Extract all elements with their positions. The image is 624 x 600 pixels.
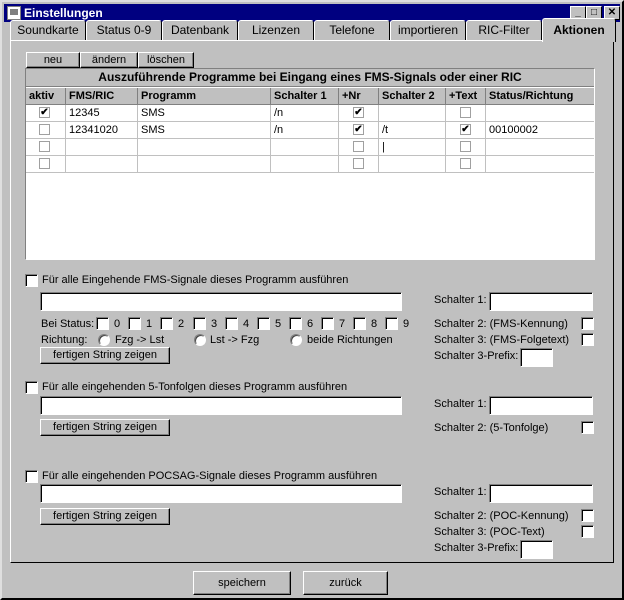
tonfolge-schalter2-label: Schalter 2: (5-Tonfolge) [434,422,549,434]
aktiv-checkbox[interactable] [39,158,50,169]
status-5-checkbox[interactable] [257,317,270,330]
status-2-label: 2 [178,318,185,330]
status-2-checkbox[interactable] [160,317,173,330]
status-1-checkbox[interactable] [128,317,141,330]
tonfolge-schalter1-label: Schalter 1: [434,398,487,410]
pocsag-schalter1-input[interactable] [489,484,593,503]
tonfolge-show-string-button[interactable]: fertigen String zeigen [40,419,170,436]
column-header-schalter2[interactable]: Schalter 2 [379,88,446,105]
grid-title: Auszuführende Programme bei Eingang eines FMS-Signals oder einer RIC [26,69,594,87]
fms-schalter2-checkbox[interactable] [581,317,594,330]
fms-schalter3-checkbox[interactable] [581,333,594,346]
pocsag-schalter1-label: Schalter 1: [434,486,487,498]
schalter2-cell[interactable]: /t [379,122,446,139]
text-cell [446,122,486,139]
fms-schalter3-prefix-input[interactable] [520,348,553,367]
text-checkbox[interactable] [460,141,471,152]
tonfolge-schalter1-input[interactable] [489,396,593,415]
status-6-checkbox[interactable] [289,317,302,330]
fms-ric-cell[interactable] [66,139,138,156]
radio-fzg-lst-label: Fzg -> Lst [115,334,165,346]
aktiv-checkbox[interactable]: ✔ [40,107,49,118]
status-3-checkbox[interactable] [193,317,206,330]
pocsag-all-label: Für alle eingehenden POCSAG-Signale dieses Programm ausführen [42,470,378,482]
schalter1-cell[interactable] [271,156,339,173]
fms-show-string-button[interactable]: fertigen String zeigen [40,347,170,364]
status-cell[interactable] [486,156,595,173]
pocsag-all-checkbox[interactable] [25,470,38,483]
fms-schalter3-prefix-label: Schalter 3-Prefix: [434,350,519,362]
pocsag-schalter2-checkbox[interactable] [581,509,594,522]
nr-checkbox[interactable]: ✔ [354,124,363,135]
tab-aktionen[interactable]: Aktionen [542,18,616,42]
radio-beide[interactable] [290,334,302,346]
nr-cell [339,156,379,173]
tab-lizenzen[interactable]: Lizenzen [238,20,314,40]
text-cell [446,139,486,156]
column-header-status-richtung[interactable]: Status/Richtung [486,88,595,105]
column-header-fms-ric[interactable]: FMS/RIC [66,88,138,105]
status-0-checkbox[interactable] [96,317,109,330]
status-3-label: 3 [211,318,218,330]
new-button[interactable]: neu [26,52,80,68]
tonfolge-all-label: Für alle eingehenden 5-Tonfolgen dieses Programm ausführen [42,381,348,393]
radio-lst-fzg-label: Lst -> Fzg [210,334,260,346]
fms-schalter2-label: Schalter 2: (FMS-Kennung) [434,318,568,330]
tab-importieren[interactable]: importieren [390,20,466,40]
programm-cell[interactable]: SMS [138,105,271,122]
tab-ric-filter[interactable]: RIC-Filter [466,20,542,40]
bei-status-label: Bei Status: [41,318,95,330]
text-cell [446,105,486,122]
pocsag-schalter3-checkbox[interactable] [581,525,594,538]
nr-checkbox[interactable]: ✔ [354,107,363,118]
fms-ric-cell[interactable]: 12341020 [66,122,138,139]
tab-status[interactable]: Status 0-9 [86,20,162,40]
tonfolge-schalter2-checkbox[interactable] [581,421,594,434]
status-6-label: 6 [307,318,314,330]
schalter2-cell[interactable]: | [379,139,446,156]
column-header-aktiv[interactable]: aktiv [26,88,66,105]
tab-datenbank[interactable]: Datenbank [162,20,238,40]
programm-cell[interactable]: SMS [138,122,271,139]
save-button[interactable]: speichern [193,571,291,595]
minimize-button[interactable]: _ [570,6,586,20]
pocsag-schalter2-label: Schalter 2: (POC-Kennung) [434,510,569,522]
nr-checkbox[interactable] [353,141,364,152]
app-icon [7,6,21,20]
tonfolge-program-input[interactable] [40,396,402,415]
schalter2-cell[interactable] [379,156,446,173]
tab-telefone[interactable]: Telefone [314,20,390,40]
pocsag-schalter3-label: Schalter 3: (POC-Text) [434,526,545,538]
nr-checkbox[interactable] [353,158,364,169]
table-row [26,122,66,139]
tab-soundkarte[interactable]: Soundkarte [10,20,86,40]
delete-button[interactable]: löschen [138,52,194,68]
status-5-label: 5 [275,318,282,330]
fms-ric-cell[interactable] [66,156,138,173]
status-4-label: 4 [243,318,250,330]
fms-all-label: Für alle Eingehende FMS-Signale dieses Programm ausführen [42,274,349,286]
aktiv-checkbox[interactable] [39,141,50,152]
status-8-label: 8 [371,318,378,330]
nr-cell [339,105,379,122]
aktiv-checkbox[interactable] [39,124,50,135]
text-cell [446,156,486,173]
maximize-button[interactable]: □ [586,6,602,20]
fms-schalter1-input[interactable] [489,292,593,311]
actions-grid[interactable] [25,68,595,260]
status-1-label: 1 [146,318,153,330]
column-header-text[interactable]: +Text [446,88,486,105]
column-header-nr[interactable]: +Nr [339,88,379,105]
radio-fzg-lst[interactable] [98,334,110,346]
back-button[interactable]: zurück [303,571,388,595]
edit-button[interactable]: ändern [80,52,138,68]
status-0-label: 0 [114,318,121,330]
close-button[interactable]: ✕ [604,6,620,20]
nr-cell [339,139,379,156]
schalter2-cell[interactable] [379,105,446,122]
window-title: Einstellungen [24,6,103,20]
pocsag-program-input[interactable] [40,484,402,503]
status-cell[interactable]: 00100002 [486,122,595,139]
status-7-checkbox[interactable] [321,317,334,330]
fms-schalter3-label: Schalter 3: (FMS-Folgetext) [434,334,570,346]
programm-cell[interactable] [138,156,271,173]
tonfolge-all-checkbox[interactable] [25,381,38,394]
table-row [26,105,66,122]
schalter1-cell[interactable] [271,139,339,156]
text-checkbox[interactable] [460,107,471,118]
status-cell[interactable] [486,105,595,122]
pocsag-show-string-button[interactable]: fertigen String zeigen [40,508,170,525]
status-7-label: 7 [339,318,346,330]
table-row [26,156,66,173]
status-8-checkbox[interactable] [353,317,366,330]
text-checkbox[interactable] [460,158,471,169]
nr-cell [339,122,379,139]
fms-schalter1-label: Schalter 1: [434,294,487,306]
programm-cell[interactable] [138,139,271,156]
status-9-label: 9 [403,318,410,330]
table-row [26,139,66,156]
richtung-label: Richtung: [41,334,88,346]
radio-beide-label: beide Richtungen [307,334,393,346]
text-checkbox[interactable]: ✔ [461,124,470,135]
schalter1-cell[interactable]: /n [271,105,339,122]
status-9-checkbox[interactable] [385,317,398,330]
radio-lst-fzg[interactable] [194,334,206,346]
column-header-programm[interactable]: Programm [138,88,271,105]
fms-all-checkbox[interactable] [25,274,38,287]
pocsag-schalter3-prefix-label: Schalter 3-Prefix: [434,542,519,554]
column-header-schalter1[interactable]: Schalter 1 [271,88,339,105]
status-4-checkbox[interactable] [225,317,238,330]
schalter1-cell[interactable]: /n [271,122,339,139]
status-cell[interactable] [486,139,595,156]
fms-ric-cell[interactable]: 12345 [66,105,138,122]
pocsag-schalter3-prefix-input[interactable] [520,540,553,559]
fms-program-input[interactable] [40,292,402,311]
